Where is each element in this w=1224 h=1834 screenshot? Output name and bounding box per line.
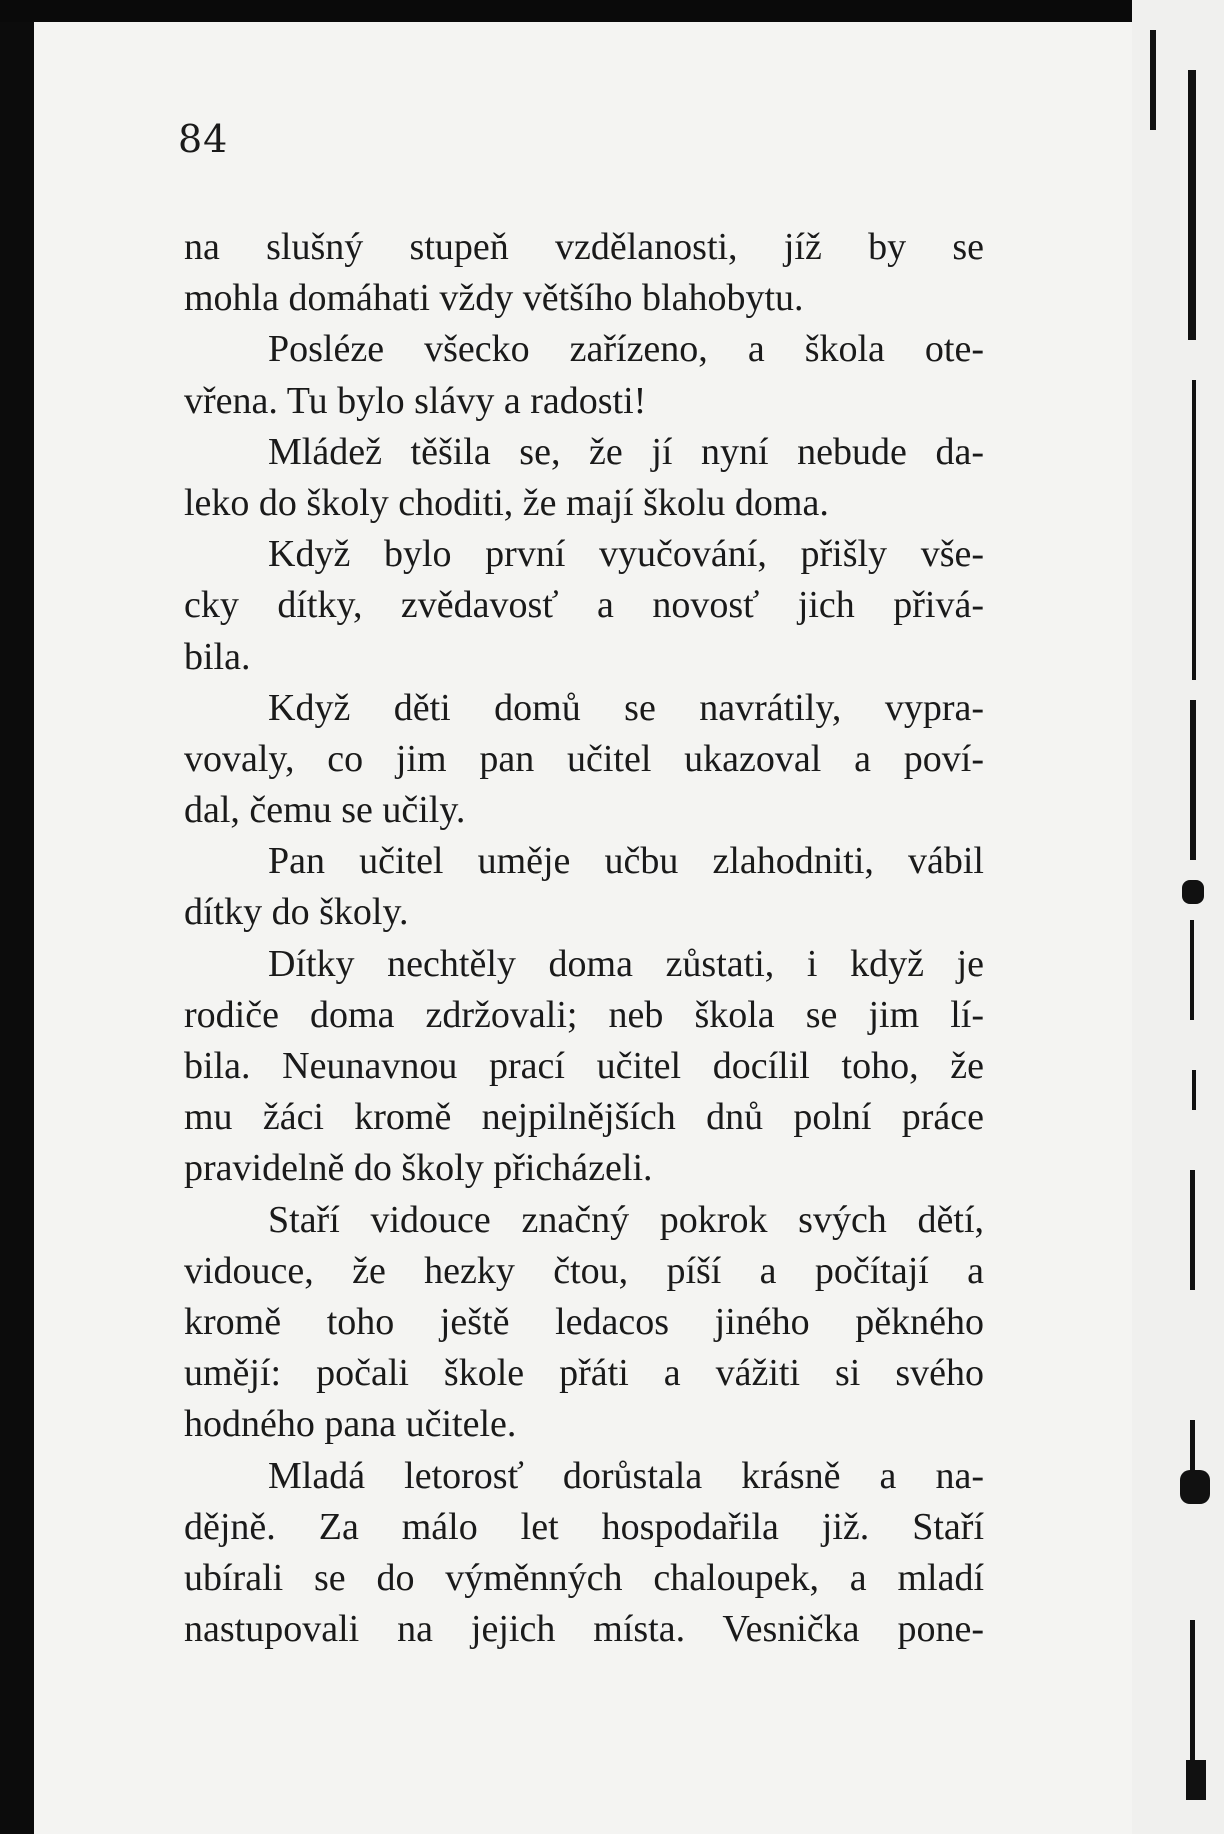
text-line: Staří vidouce značný pokrok svých dětí, <box>268 1198 984 1241</box>
text-line: Pan učitel uměje učbu zlahodniti, vábil <box>268 840 984 883</box>
text-line: dal, čemu se učily. <box>184 789 466 832</box>
text-line: Posléze všecko zařízeno, a škola ote- <box>268 328 984 371</box>
adjacent-page-edge <box>1132 0 1224 1834</box>
text-line: mohla domáhati vždy většího blahobytu. <box>184 277 804 320</box>
text-line: pravidelně do školy přicházeli. <box>184 1147 653 1190</box>
text-line: Když bylo první vyučování, přišly vše- <box>268 533 984 576</box>
text-line: nastupovali na jejich místa. Vesnička pone- <box>184 1608 984 1651</box>
page-number: 84 <box>178 117 229 161</box>
text-line: cky dítky, zvědavosť a novosť jich přivá- <box>184 584 984 627</box>
scan-top-border <box>0 0 1224 22</box>
text-line: dějně. Za málo let hospodařila již. Staří <box>184 1505 984 1548</box>
text-line: Dítky nechtěly doma zůstati, i když je <box>268 942 984 985</box>
edge-binding-mark <box>1190 920 1194 1020</box>
text-line: mu žáci kromě nejpilnějších dnů polní práce <box>184 1096 984 1139</box>
edge-binding-mark <box>1190 1620 1195 1780</box>
edge-binding-mark <box>1188 70 1196 340</box>
body-text <box>184 222 984 1655</box>
edge-binding-mark <box>1150 30 1156 130</box>
text-line: bila. <box>184 635 251 678</box>
edge-binding-mark <box>1186 1760 1206 1800</box>
edge-binding-mark <box>1190 700 1196 860</box>
text-line: kromě toho ještě ledacos jiného pěkného <box>184 1300 984 1343</box>
edge-binding-mark <box>1182 880 1204 904</box>
text-line: vřena. Tu bylo slávy a radosti! <box>184 379 647 422</box>
edge-binding-mark <box>1192 1070 1196 1110</box>
text-line: bila. Neunavnou prací učitel docílil toho, že <box>184 1045 984 1087</box>
text-line: Mladá letorosť dorůstala krásně a na- <box>268 1454 984 1497</box>
text-line: Mládež těšila se, že jí nyní nebude da- <box>268 430 984 473</box>
text-line: dítky do školy. <box>184 891 409 934</box>
text-line: vidouce, že hezky čtou, píší a počítají a <box>184 1249 984 1292</box>
text-line: hodného pana učitele. <box>184 1403 517 1446</box>
text-line: leko do školy choditi, že mají školu doma. <box>184 481 829 524</box>
edge-binding-mark <box>1180 1470 1210 1504</box>
text-line: ubírali se do výměnných chaloupek, a mladí <box>184 1556 984 1599</box>
text-line: rodiče doma zdržovali; neb škola se jim lí- <box>184 993 984 1036</box>
text-line: Když děti domů se navrátily, vypra- <box>268 686 984 729</box>
edge-binding-mark <box>1192 380 1196 680</box>
text-line: na slušný stupeň vzdělanosti, jíž by se <box>184 226 984 268</box>
text-line: umějí: počali škole přáti a vážiti si svého <box>184 1352 984 1395</box>
text-line: vovaly, co jim pan učitel ukazoval a poví- <box>184 737 984 780</box>
edge-binding-mark <box>1190 1170 1195 1290</box>
